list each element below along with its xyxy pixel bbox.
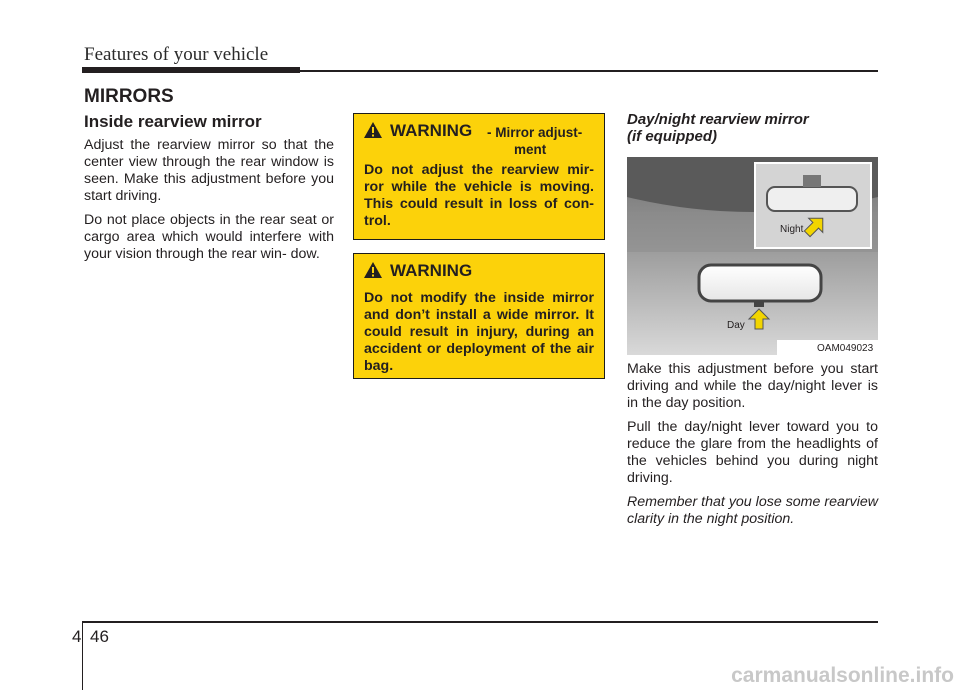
warning-box-adjust [353,113,605,240]
daynight-heading [627,111,809,145]
footer-chapter-number: 4 [72,627,82,646]
header-rule-thin [300,70,878,72]
mirror-lever [754,300,764,307]
warning-subtitle-cont: ment [514,142,547,157]
daynight-body [627,361,878,535]
rearview-mirror [699,265,821,301]
warning-label: WARNING [390,261,473,280]
footer-page-number: 46 [90,627,109,646]
warning-text: Do not modify the inside mirror and don’t install a wide mirror. It could result in injury, during an accident or deployment of the air bag. [364,290,594,374]
inside-mirror-para-2: Do not place objects in the rear seat or cargo area which would interfere with your vision through the rear win- dow. [84,212,334,262]
watermark: carmanualsonline.info [731,664,954,687]
daynight-heading-line1: Day/night rearview mirror [627,111,809,128]
header-rule-thick [82,67,300,73]
warning-triangle-icon [364,262,382,278]
footer-divider [82,623,83,690]
inside-mirror-body [84,137,334,270]
warning-box-modify [353,253,605,379]
warning-header [354,254,604,286]
footer-rule [82,621,878,623]
warning-triangle-icon [364,122,382,138]
daynight-heading-line2: (if equipped) [627,128,717,145]
daynight-note: Remember that you lose some rearview clarity in the night position. [627,494,878,527]
warning-header [354,114,604,158]
mirror-illustration [627,157,878,355]
section-title: MIRRORS [84,86,174,107]
warning-text: Do not adjust the rearview mir- ror while the vehicle is moving. This could result in loss of con- trol. [364,162,594,229]
image-code: OAM049023 [817,343,874,354]
day-label: Day [727,320,745,331]
daynight-para-2: Pull the day/night lever toward you to reduce the glare from the headlights of the vehicles behind you during night driving. [627,419,878,486]
warning-subtitle: - Mirror adjust- [487,125,583,140]
page-header-title: Features of your vehicle [84,44,269,65]
detail-mount [803,175,821,187]
inside-mirror-para-1: Adjust the rearview mirror so that the center view through the rear window is seen. Make this adjustment before you start driving. [84,137,334,204]
inside-mirror-heading: Inside rearview mirror [84,112,262,131]
daynight-para-1: Make this adjustment before you start driving and while the day/night lever is in the day position. [627,361,878,411]
warning-label: WARNING [390,121,473,140]
detail-mirror-top [767,187,857,211]
night-label: Night [780,224,804,235]
